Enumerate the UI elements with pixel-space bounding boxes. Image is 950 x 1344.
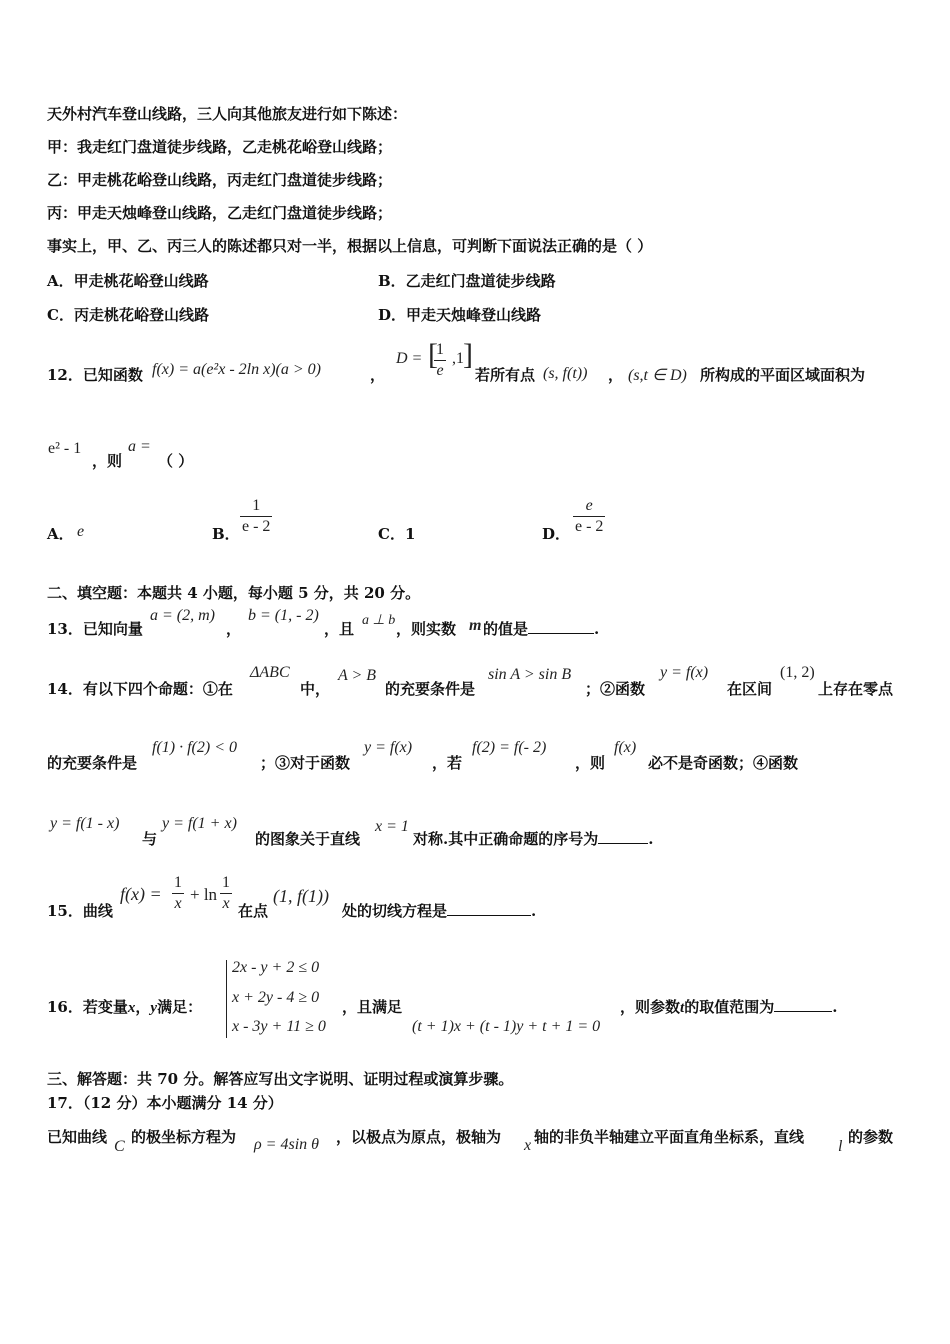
q11-fact: 事实上，甲、乙、丙三人的陈述都只对一半，根据以上信息，可判断下面说法正确的是（ ） — [47, 237, 653, 255]
q16-line: (t + 1)x + (t - 1)y + t + 1 = 0 — [412, 1018, 601, 1035]
q12-domain-fraction: 1 e — [436, 341, 444, 379]
q16-t2: ，且满足 — [342, 998, 403, 1016]
q13-label: 13．已知向量 — [47, 620, 143, 638]
q12-text4: 所构成的平面区域面积为 — [700, 366, 866, 384]
q14-t3: ；②函数 — [585, 680, 646, 698]
q11-option-a: A．甲走桃花峪登山线路 — [47, 272, 209, 290]
q14-t13: 对称.其中正确命题的序号为 . — [413, 830, 654, 848]
q15-t2: 处的切线方程是 . — [342, 902, 537, 920]
q13-text2: 的值是 . — [483, 620, 600, 638]
q14-t6: 的充要条件是 — [47, 754, 138, 772]
q12-text3: ， — [608, 366, 624, 384]
q14-triangle: ΔABC — [250, 664, 290, 681]
q12-paren: （ ） — [158, 452, 194, 470]
q16-constraint-1: 2x - y + 2 ≤ 0 — [232, 959, 320, 976]
q17-line-l: l — [838, 1138, 843, 1155]
q13-and: ，且 — [324, 620, 355, 638]
q13-text: ，则实数 — [396, 620, 457, 638]
q14-interval: (1, 2) — [780, 664, 815, 681]
q14-yfx: y = f(x) — [660, 664, 709, 681]
q14-x1: x = 1 — [375, 818, 409, 835]
q17-x: x — [524, 1137, 532, 1154]
q13-m: m — [469, 617, 482, 634]
q17-rho: ρ = 4sin θ — [254, 1136, 320, 1153]
q11-intro: 天外村汽车登山线路，三人向其他旅友进行如下陈述： — [47, 105, 408, 123]
q17-t4: 轴的非负半轴建立平面直角坐标系，直线 — [534, 1128, 805, 1146]
q12-point: (s, f(t)) — [543, 365, 588, 382]
q12-comma: ， — [370, 366, 386, 384]
q13-comma: ， — [226, 620, 242, 638]
q14-equality: f(2) = f(- 2) — [472, 739, 547, 756]
q12-option-d-fraction: e e - 2 — [575, 497, 604, 535]
q12-label: 12．已知函数 — [47, 366, 143, 384]
q11-option-b: B．乙走红门盘道徒步线路 — [378, 272, 556, 290]
q14-t12: 的图象关于直线 — [255, 830, 361, 848]
q14-sin: sin A > sin B — [488, 666, 572, 683]
q17-t5: 的参数 — [848, 1128, 894, 1146]
q17-t2: 的极坐标方程为 — [131, 1128, 237, 1146]
q12-condition: (s,t ∈ D) — [628, 367, 687, 384]
q15-t1: 在点 — [238, 902, 269, 920]
q12-option-d-label: D． — [542, 525, 571, 543]
q14-y2: y = f(1 + x) — [162, 815, 237, 832]
q12-option-a-value: e — [77, 523, 85, 540]
q14-t5: 上存在零点 — [818, 680, 894, 698]
q14-t9: ，则 — [575, 754, 606, 772]
q12-area: e² - 1 — [48, 440, 82, 457]
q14-answer-blank[interactable] — [598, 829, 648, 844]
q12-bracket-left: [ — [428, 338, 438, 371]
q15-fraction-2: 1 x — [222, 874, 230, 912]
q15-f: f(x) = — [120, 884, 162, 904]
q13-perpendicular: a ⊥ b — [362, 613, 396, 628]
q12-option-c: C．1 — [378, 525, 416, 543]
q15-label: 15．曲线 — [47, 902, 113, 920]
q17-curve-c: C — [114, 1138, 125, 1155]
q11-option-d: D．甲走天烛峰登山线路 — [378, 306, 542, 324]
q12-domain-right: ,1 — [452, 350, 464, 367]
q12-option-b-label: B． — [212, 525, 240, 543]
q15-fraction-1: 1 x — [174, 874, 182, 912]
q14-product: f(1) · f(2) < 0 — [152, 739, 237, 756]
q14-t4: 在区间 — [727, 680, 773, 698]
q13-vector-a: a = (2, m) — [150, 607, 216, 624]
q14-t7: ；③对于函数 — [260, 754, 351, 772]
q13-vector-b: b = (1, - 2) — [248, 607, 319, 624]
q11-option-c: C．丙走桃花峪登山线路 — [47, 306, 209, 324]
q15-point: (1, f(1)) — [273, 886, 329, 906]
q16-constraint-3: x - 3y + 11 ≥ 0 — [232, 1018, 326, 1035]
q12-text5: ，则 — [92, 452, 123, 470]
q16-t3: ，则参数t的取值范围为 . — [620, 998, 838, 1016]
q12-function: f(x) = a(e²x - 2ln x)(a > 0) — [152, 361, 321, 378]
q12-bracket-right: ] — [463, 338, 473, 371]
q14-fx: f(x) — [614, 739, 637, 756]
q16-label: 16．若变量x，y满足： — [47, 998, 203, 1016]
q11-statement-jia: 甲：我走红门盘道徒步线路，乙走桃花峪登山线路； — [47, 138, 393, 156]
q17-head: 17．（12 分）本小题满分 14 分） — [47, 1094, 283, 1112]
q12-option-b-fraction: 1 e - 2 — [242, 497, 271, 535]
q14-t10: 必不是奇函数；④函数 — [648, 754, 799, 772]
q13-answer-blank[interactable] — [528, 619, 594, 634]
q14-t1: 中， — [300, 680, 331, 698]
section-2-title: 二、填空题：本题共 4 小题，每小题 5 分，共 20 分。 — [47, 584, 421, 602]
q11-statement-yi: 乙：甲走桃花峪登山线路，丙走红门盘道徒步线路； — [47, 171, 393, 189]
q16-answer-blank[interactable] — [774, 997, 832, 1012]
q17-t3: ，以极点为原点，极轴为 — [336, 1128, 502, 1146]
q14-y1: y = f(1 - x) — [50, 815, 120, 832]
q14-a-gt-b: A > B — [338, 667, 377, 684]
q16-system-brace — [226, 960, 227, 1038]
q17-t1: 已知曲线 — [47, 1128, 108, 1146]
q16-constraint-2: x + 2y - 4 ≥ 0 — [232, 989, 320, 1006]
q12-a-eq: a = — [128, 438, 151, 455]
q12-domain-left: D = — [396, 350, 423, 367]
q12-text2: 若所有点 — [475, 366, 536, 384]
q14-t8: ，若 — [432, 754, 463, 772]
q14-t2: 的充要条件是 — [385, 680, 476, 698]
q15-plus-ln: + ln — [190, 885, 218, 904]
section-3-title: 三、解答题：共 70 分。解答应写出文字说明、证明过程或演算步骤。 — [47, 1070, 514, 1088]
q14-t11: 与 — [142, 830, 158, 848]
q12-option-a-label: A． — [47, 525, 74, 543]
q14-label: 14．有以下四个命题：①在 — [47, 680, 233, 698]
q14-yfx-2: y = f(x) — [364, 739, 413, 756]
q11-statement-bing: 丙：甲走天烛峰登山线路，乙走红门盘道徒步线路； — [47, 204, 393, 222]
q15-answer-blank[interactable] — [447, 901, 531, 916]
